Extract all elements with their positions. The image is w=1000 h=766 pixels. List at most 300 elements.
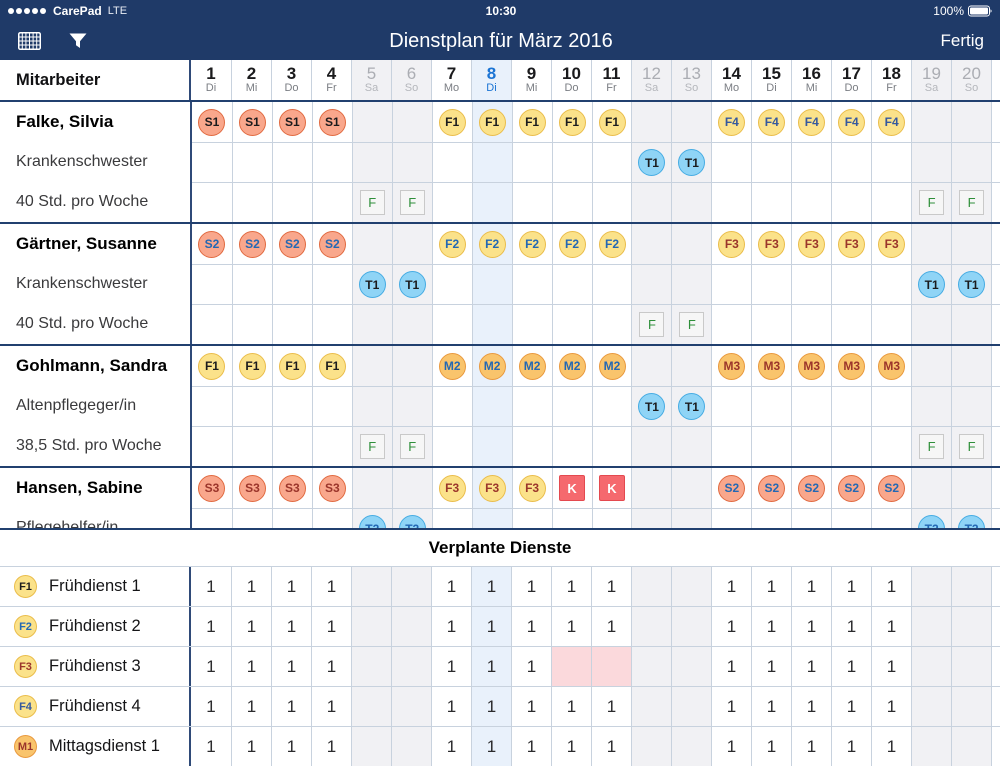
shift-cell-day1[interactable] bbox=[192, 143, 232, 182]
shift-cell-day7[interactable] bbox=[432, 183, 472, 222]
next-day-sliver bbox=[991, 224, 1000, 264]
shift-cell-day13[interactable] bbox=[671, 468, 711, 508]
count-value: 1 bbox=[446, 736, 457, 756]
shift-cell-day4[interactable] bbox=[312, 387, 352, 426]
shift-cell-day10[interactable] bbox=[552, 102, 592, 142]
shift-cell-day16[interactable] bbox=[791, 427, 831, 466]
shift-cell-day6[interactable] bbox=[392, 387, 432, 426]
shift-badge-M3: M3 bbox=[718, 353, 745, 380]
shift-cell-day5[interactable] bbox=[352, 265, 392, 304]
shift-cell-day4[interactable] bbox=[312, 224, 352, 264]
shift-cell-day7[interactable] bbox=[432, 427, 472, 466]
shift-cell-day10[interactable] bbox=[552, 305, 592, 344]
shift-cell-day3[interactable] bbox=[272, 305, 312, 344]
shift-cell-day20[interactable] bbox=[951, 265, 991, 304]
employee-blocks bbox=[0, 100, 1000, 588]
shift-badge-K: K bbox=[559, 475, 585, 501]
shift-cell-day1[interactable] bbox=[192, 468, 232, 508]
shift-cell-day20[interactable] bbox=[951, 387, 991, 426]
shift-cell-day19[interactable] bbox=[911, 143, 951, 182]
shift-badge-M2: M2 bbox=[439, 353, 466, 380]
day-header-18[interactable] bbox=[871, 60, 911, 100]
shift-cell-day10[interactable] bbox=[552, 346, 592, 386]
shift-cell-day16[interactable] bbox=[791, 387, 831, 426]
summary-count-cell-day11 bbox=[591, 727, 631, 766]
shift-cell-day9[interactable] bbox=[512, 183, 552, 222]
count-value: 1 bbox=[446, 656, 457, 676]
shift-cell-day14[interactable] bbox=[711, 143, 751, 182]
shift-cell-day19[interactable] bbox=[911, 224, 951, 264]
summary-day-counts bbox=[189, 687, 1000, 726]
shift-cell-day20[interactable] bbox=[951, 224, 991, 264]
shift-cell-day12[interactable] bbox=[631, 346, 671, 386]
shift-cell-day6[interactable] bbox=[392, 427, 432, 466]
shift-cell-day19[interactable] bbox=[911, 265, 951, 304]
shift-cell-day13[interactable] bbox=[671, 427, 711, 466]
day-header-10[interactable] bbox=[551, 60, 591, 100]
shift-cell-day15[interactable] bbox=[751, 102, 791, 142]
shift-cell-day16[interactable] bbox=[791, 265, 831, 304]
day-number: 8 bbox=[486, 64, 497, 84]
shift-cell-day13[interactable] bbox=[671, 265, 711, 304]
day-of-week: Mi bbox=[525, 82, 538, 95]
shift-cell-day2[interactable] bbox=[232, 387, 272, 426]
count-value: 1 bbox=[206, 616, 216, 636]
shift-cell-day3[interactable] bbox=[272, 224, 312, 264]
count-value: 1 bbox=[606, 736, 617, 756]
shift-cell-day3[interactable] bbox=[272, 427, 312, 466]
shift-cell-day8[interactable] bbox=[472, 387, 512, 426]
shift-cell-day1[interactable] bbox=[192, 387, 232, 426]
shift-badge-T1: T1 bbox=[359, 271, 386, 298]
shift-cell-day9[interactable] bbox=[512, 387, 552, 426]
shift-cell-day8[interactable] bbox=[472, 183, 512, 222]
shift-cell-day6[interactable] bbox=[392, 346, 432, 386]
day-header-16[interactable] bbox=[791, 60, 831, 100]
shift-cell-day13[interactable] bbox=[671, 305, 711, 344]
shift-cell-day5[interactable] bbox=[352, 468, 392, 508]
shift-cell-day2[interactable] bbox=[232, 427, 272, 466]
shift-badge-M1: M1 bbox=[14, 735, 37, 758]
shift-cell-day12[interactable] bbox=[631, 427, 671, 466]
day-header-17[interactable] bbox=[831, 60, 871, 100]
shift-badge-F4: F4 bbox=[14, 695, 37, 718]
day-header-3[interactable] bbox=[271, 60, 311, 100]
shift-cell-day16[interactable] bbox=[791, 183, 831, 222]
shift-cell-day13[interactable] bbox=[671, 224, 711, 264]
shift-cell-day18[interactable] bbox=[871, 468, 911, 508]
shift-cell-day17[interactable] bbox=[831, 183, 871, 222]
day-header-14[interactable] bbox=[711, 60, 751, 100]
shift-cell-day17[interactable] bbox=[831, 387, 871, 426]
shift-cell-day13[interactable] bbox=[671, 387, 711, 426]
shift-cell-day10[interactable] bbox=[552, 468, 592, 508]
shift-badge-F3: F3 bbox=[14, 655, 37, 678]
shift-cell-day9[interactable] bbox=[512, 346, 552, 386]
shift-cell-day16[interactable] bbox=[791, 143, 831, 182]
shift-cell-day3[interactable] bbox=[272, 346, 312, 386]
shift-cell-day20[interactable] bbox=[951, 305, 991, 344]
summary-count-cell-day16 bbox=[791, 727, 831, 766]
shift-cell-day8[interactable] bbox=[472, 143, 512, 182]
shift-cell-day3[interactable] bbox=[272, 265, 312, 304]
shift-cell-day18[interactable] bbox=[871, 427, 911, 466]
day-header-15[interactable] bbox=[751, 60, 791, 100]
day-header-19[interactable] bbox=[911, 60, 951, 100]
shift-cell-day7[interactable] bbox=[432, 265, 472, 304]
count-value: 1 bbox=[846, 736, 857, 756]
shift-cell-day6[interactable] bbox=[392, 102, 432, 142]
shift-cell-day10[interactable] bbox=[552, 143, 592, 182]
shift-cell-day16[interactable] bbox=[791, 224, 831, 264]
shift-cell-day20[interactable] bbox=[951, 468, 991, 508]
shift-cell-day4[interactable] bbox=[312, 346, 352, 386]
shift-cell-day9[interactable] bbox=[512, 143, 552, 182]
shift-cell-day7[interactable] bbox=[432, 143, 472, 182]
shift-badge-F2: F2 bbox=[519, 231, 546, 258]
day-header-6[interactable] bbox=[391, 60, 431, 100]
shift-cell-day3[interactable] bbox=[272, 387, 312, 426]
shift-type-label: Mittagsdienst 1 bbox=[49, 737, 160, 755]
shift-cell-day17[interactable] bbox=[831, 265, 871, 304]
shift-cell-day11[interactable] bbox=[592, 346, 632, 386]
shift-row bbox=[192, 102, 1000, 142]
shift-row bbox=[192, 346, 1000, 386]
shift-cell-day7[interactable] bbox=[432, 224, 472, 264]
shift-cell-day4[interactable] bbox=[312, 183, 352, 222]
shift-cell-day17[interactable] bbox=[831, 468, 871, 508]
shift-cell-day3[interactable] bbox=[272, 183, 312, 222]
shift-cell-day11[interactable] bbox=[592, 224, 632, 264]
shift-cell-day9[interactable] bbox=[512, 305, 552, 344]
shift-cell-day18[interactable] bbox=[871, 346, 911, 386]
shift-cell-day11[interactable] bbox=[592, 265, 632, 304]
day-header-11[interactable] bbox=[591, 60, 631, 100]
summary-count-cell-day15 bbox=[751, 727, 791, 766]
shift-cell-day2[interactable] bbox=[232, 305, 272, 344]
summary-count-cell-day18 bbox=[871, 607, 911, 646]
shift-cell-day15[interactable] bbox=[751, 468, 791, 508]
day-number: 11 bbox=[602, 64, 621, 84]
shift-cell-day1[interactable] bbox=[192, 183, 232, 222]
day-header-5[interactable] bbox=[351, 60, 391, 100]
shift-cell-day10[interactable] bbox=[552, 265, 592, 304]
shift-cell-day5[interactable] bbox=[352, 224, 392, 264]
shift-cell-day14[interactable] bbox=[711, 427, 751, 466]
shift-cell-day7[interactable] bbox=[432, 102, 472, 142]
shift-cell-day2[interactable] bbox=[232, 265, 272, 304]
status-bar-left bbox=[0, 4, 228, 18]
shift-cell-day14[interactable] bbox=[711, 265, 751, 304]
day-header-7[interactable] bbox=[431, 60, 471, 100]
shift-cell-day15[interactable] bbox=[751, 305, 791, 344]
shift-cell-day18[interactable] bbox=[871, 224, 911, 264]
shift-cell-day13[interactable] bbox=[671, 102, 711, 142]
shift-cell-day9[interactable] bbox=[512, 102, 552, 142]
employee-name: Gohlmann, Sandra bbox=[16, 356, 168, 375]
shift-cell-day19[interactable] bbox=[911, 102, 951, 142]
day-of-week: Di bbox=[486, 82, 497, 95]
shift-row bbox=[192, 224, 1000, 264]
shift-cell-day15[interactable] bbox=[751, 224, 791, 264]
shift-cell-day11[interactable] bbox=[592, 183, 632, 222]
shift-cell-day12[interactable] bbox=[631, 468, 671, 508]
day-header-20[interactable] bbox=[951, 60, 991, 100]
shift-badge-S3: S3 bbox=[198, 475, 225, 502]
shift-cell-day12[interactable] bbox=[631, 265, 671, 304]
shift-cell-day2[interactable] bbox=[232, 102, 272, 142]
shift-cell-day11[interactable] bbox=[592, 387, 632, 426]
shift-cell-day5[interactable] bbox=[352, 305, 392, 344]
done-button[interactable]: Fertig bbox=[940, 31, 984, 50]
shift-cell-day19[interactable] bbox=[911, 346, 951, 386]
shift-cell-day20[interactable] bbox=[951, 183, 991, 222]
shift-cell-day20[interactable] bbox=[951, 143, 991, 182]
shift-cell-day19[interactable] bbox=[911, 305, 951, 344]
shift-cell-day5[interactable] bbox=[352, 183, 392, 222]
shift-cell-day3[interactable] bbox=[272, 102, 312, 142]
shift-cell-day7[interactable] bbox=[432, 387, 472, 426]
count-value: 1 bbox=[526, 616, 537, 636]
shift-cell-day5[interactable] bbox=[352, 387, 392, 426]
shift-cell-day7[interactable] bbox=[432, 305, 472, 344]
day-header-8[interactable] bbox=[471, 60, 511, 100]
shift-cell-day2[interactable] bbox=[232, 183, 272, 222]
shift-cell-day8[interactable] bbox=[472, 224, 512, 264]
day-header-row bbox=[0, 60, 1000, 100]
shift-cell-day16[interactable] bbox=[791, 346, 831, 386]
day-header-9[interactable] bbox=[511, 60, 551, 100]
shift-cell-day20[interactable] bbox=[951, 427, 991, 466]
shift-cell-day20[interactable] bbox=[951, 346, 991, 386]
shift-cell-day2[interactable] bbox=[232, 468, 272, 508]
shift-cell-day9[interactable] bbox=[512, 265, 552, 304]
shift-cell-day18[interactable] bbox=[871, 265, 911, 304]
count-value: 1 bbox=[286, 696, 297, 716]
shift-cell-day12[interactable] bbox=[631, 183, 671, 222]
shift-cell-day1[interactable] bbox=[192, 346, 232, 386]
shift-cell-day11[interactable] bbox=[592, 143, 632, 182]
day-number: 9 bbox=[526, 64, 537, 84]
next-day-sliver bbox=[991, 387, 1000, 426]
shift-cell-day15[interactable] bbox=[751, 143, 791, 182]
shift-cell-day14[interactable] bbox=[711, 102, 751, 142]
shift-badge-F1: F1 bbox=[519, 109, 546, 136]
shift-cell-day7[interactable] bbox=[432, 468, 472, 508]
shift-cell-day18[interactable] bbox=[871, 305, 911, 344]
shift-cell-day19[interactable] bbox=[911, 183, 951, 222]
shift-cell-day9[interactable] bbox=[512, 468, 552, 508]
summary-count-cell-day6 bbox=[391, 687, 431, 726]
shift-cell-day10[interactable] bbox=[552, 224, 592, 264]
shift-cell-day11[interactable] bbox=[592, 102, 632, 142]
shift-cell-day6[interactable] bbox=[392, 468, 432, 508]
shift-cell-day13[interactable] bbox=[671, 346, 711, 386]
summary-row-F1 bbox=[0, 566, 1000, 606]
shift-cell-day17[interactable] bbox=[831, 346, 871, 386]
shift-cell-day8[interactable] bbox=[472, 346, 512, 386]
day-number: 1 bbox=[206, 64, 216, 84]
shift-cell-day15[interactable] bbox=[751, 183, 791, 222]
filter-button[interactable] bbox=[69, 33, 87, 49]
shift-cell-day17[interactable] bbox=[831, 224, 871, 264]
shift-cell-day8[interactable] bbox=[472, 102, 512, 142]
employee-block bbox=[0, 222, 1000, 344]
shift-cell-day2[interactable] bbox=[232, 224, 272, 264]
shift-cell-day14[interactable] bbox=[711, 468, 751, 508]
shift-cell-day11[interactable] bbox=[592, 468, 632, 508]
shift-cell-day18[interactable] bbox=[871, 183, 911, 222]
shift-cell-day7[interactable] bbox=[432, 346, 472, 386]
count-value: 1 bbox=[286, 576, 297, 596]
shift-cell-day14[interactable] bbox=[711, 224, 751, 264]
count-value: 1 bbox=[446, 576, 457, 596]
shift-cell-day20[interactable] bbox=[951, 102, 991, 142]
summary-count-cell-day4 bbox=[311, 607, 351, 646]
day-header-1[interactable] bbox=[191, 60, 231, 100]
shift-cell-day19[interactable] bbox=[911, 387, 951, 426]
shift-cell-day16[interactable] bbox=[791, 305, 831, 344]
shift-cell-day16[interactable] bbox=[791, 468, 831, 508]
shift-badge-S3: S3 bbox=[239, 475, 266, 502]
shift-badge-F1: F1 bbox=[439, 109, 466, 136]
navigation-bar bbox=[0, 22, 1000, 60]
shift-cell-day4[interactable] bbox=[312, 468, 352, 508]
count-value: 1 bbox=[526, 736, 537, 756]
shift-cell-day3[interactable] bbox=[272, 143, 312, 182]
shift-cell-day12[interactable] bbox=[631, 387, 671, 426]
count-value: 1 bbox=[766, 736, 777, 756]
shift-cell-day17[interactable] bbox=[831, 305, 871, 344]
day-header-2[interactable] bbox=[231, 60, 271, 100]
shift-cell-day5[interactable] bbox=[352, 427, 392, 466]
shift-cell-day6[interactable] bbox=[392, 305, 432, 344]
shift-cell-day9[interactable] bbox=[512, 427, 552, 466]
shift-cell-day14[interactable] bbox=[711, 346, 751, 386]
shift-badge-F4: F4 bbox=[838, 109, 865, 136]
shift-cell-day15[interactable] bbox=[751, 265, 791, 304]
battery-percent: 100% bbox=[933, 4, 964, 18]
roster-grid-button[interactable] bbox=[18, 32, 41, 50]
next-day-sliver bbox=[991, 727, 1000, 766]
count-value: 1 bbox=[886, 696, 897, 716]
summary-count-cell-day13 bbox=[671, 607, 711, 646]
shift-cell-day12[interactable] bbox=[631, 102, 671, 142]
count-value: 1 bbox=[566, 576, 577, 596]
shift-cell-day8[interactable] bbox=[472, 305, 512, 344]
day-header-4[interactable] bbox=[311, 60, 351, 100]
shift-type-cell bbox=[0, 567, 189, 606]
shift-cell-day18[interactable] bbox=[871, 387, 911, 426]
shift-cell-day19[interactable] bbox=[911, 427, 951, 466]
shift-cell-day17[interactable] bbox=[831, 102, 871, 142]
shift-cell-day16[interactable] bbox=[791, 102, 831, 142]
shift-cell-day1[interactable] bbox=[192, 224, 232, 264]
shift-cell-day8[interactable] bbox=[472, 427, 512, 466]
count-value: 1 bbox=[326, 616, 337, 636]
shift-badge-S3: S3 bbox=[319, 475, 346, 502]
shift-badge-F: F bbox=[639, 312, 664, 337]
shift-type-cell bbox=[0, 687, 189, 726]
next-day-sliver bbox=[991, 567, 1000, 606]
day-number: 12 bbox=[642, 64, 661, 84]
shift-cell-day6[interactable] bbox=[392, 143, 432, 182]
shift-cell-day1[interactable] bbox=[192, 265, 232, 304]
shift-cell-day12[interactable] bbox=[631, 224, 671, 264]
shift-cell-day14[interactable] bbox=[711, 183, 751, 222]
count-value: 1 bbox=[326, 696, 337, 716]
shift-cell-day15[interactable] bbox=[751, 387, 791, 426]
day-header-13[interactable] bbox=[671, 60, 711, 100]
count-value: 1 bbox=[886, 656, 897, 676]
shift-cell-day4[interactable] bbox=[312, 102, 352, 142]
shift-cell-day8[interactable] bbox=[472, 468, 512, 508]
shift-cell-day10[interactable] bbox=[552, 427, 592, 466]
shift-cell-day13[interactable] bbox=[671, 183, 711, 222]
day-of-week: Mo bbox=[443, 82, 460, 95]
shift-cell-day4[interactable] bbox=[312, 305, 352, 344]
signal-strength-icon bbox=[8, 8, 48, 14]
shift-cell-day9[interactable] bbox=[512, 224, 552, 264]
employee-shift-grid bbox=[190, 224, 1000, 344]
shift-cell-day13[interactable] bbox=[671, 143, 711, 182]
shift-cell-day15[interactable] bbox=[751, 346, 791, 386]
shift-cell-day6[interactable] bbox=[392, 224, 432, 264]
shift-cell-day2[interactable] bbox=[232, 143, 272, 182]
shift-cell-day19[interactable] bbox=[911, 468, 951, 508]
shift-cell-day6[interactable] bbox=[392, 265, 432, 304]
shift-cell-day15[interactable] bbox=[751, 427, 791, 466]
shift-badge-F1: F1 bbox=[599, 109, 626, 136]
shift-cell-day4[interactable] bbox=[312, 143, 352, 182]
shift-badge-S1: S1 bbox=[279, 109, 306, 136]
shift-cell-day12[interactable] bbox=[631, 143, 671, 182]
shift-cell-day10[interactable] bbox=[552, 387, 592, 426]
shift-cell-day1[interactable] bbox=[192, 427, 232, 466]
shift-cell-day4[interactable] bbox=[312, 265, 352, 304]
count-value: 1 bbox=[566, 696, 577, 716]
shift-cell-day11[interactable] bbox=[592, 427, 632, 466]
shift-cell-day11[interactable] bbox=[592, 305, 632, 344]
shift-cell-day14[interactable] bbox=[711, 387, 751, 426]
shift-cell-day2[interactable] bbox=[232, 346, 272, 386]
shift-cell-day8[interactable] bbox=[472, 265, 512, 304]
shift-cell-day5[interactable] bbox=[352, 143, 392, 182]
shift-cell-day17[interactable] bbox=[831, 427, 871, 466]
summary-count-cell-day5 bbox=[351, 607, 391, 646]
shift-cell-day6[interactable] bbox=[392, 183, 432, 222]
shift-badge-F: F bbox=[959, 190, 984, 215]
shift-cell-day18[interactable] bbox=[871, 102, 911, 142]
shift-badge-S3: S3 bbox=[279, 475, 306, 502]
summary-count-cell-day6 bbox=[391, 607, 431, 646]
shift-cell-day1[interactable] bbox=[192, 102, 232, 142]
shift-cell-day4[interactable] bbox=[312, 427, 352, 466]
shift-cell-day10[interactable] bbox=[552, 183, 592, 222]
shift-cell-day1[interactable] bbox=[192, 305, 232, 344]
summary-count-cell-day4 bbox=[311, 687, 351, 726]
shift-cell-day3[interactable] bbox=[272, 468, 312, 508]
shift-cell-day5[interactable] bbox=[352, 346, 392, 386]
shift-cell-day12[interactable] bbox=[631, 305, 671, 344]
day-headers bbox=[189, 60, 1000, 100]
shift-cell-day17[interactable] bbox=[831, 143, 871, 182]
shift-cell-day14[interactable] bbox=[711, 305, 751, 344]
nav-right bbox=[764, 31, 1000, 51]
shift-cell-day5[interactable] bbox=[352, 102, 392, 142]
shift-cell-day18[interactable] bbox=[871, 143, 911, 182]
day-header-12[interactable] bbox=[631, 60, 671, 100]
